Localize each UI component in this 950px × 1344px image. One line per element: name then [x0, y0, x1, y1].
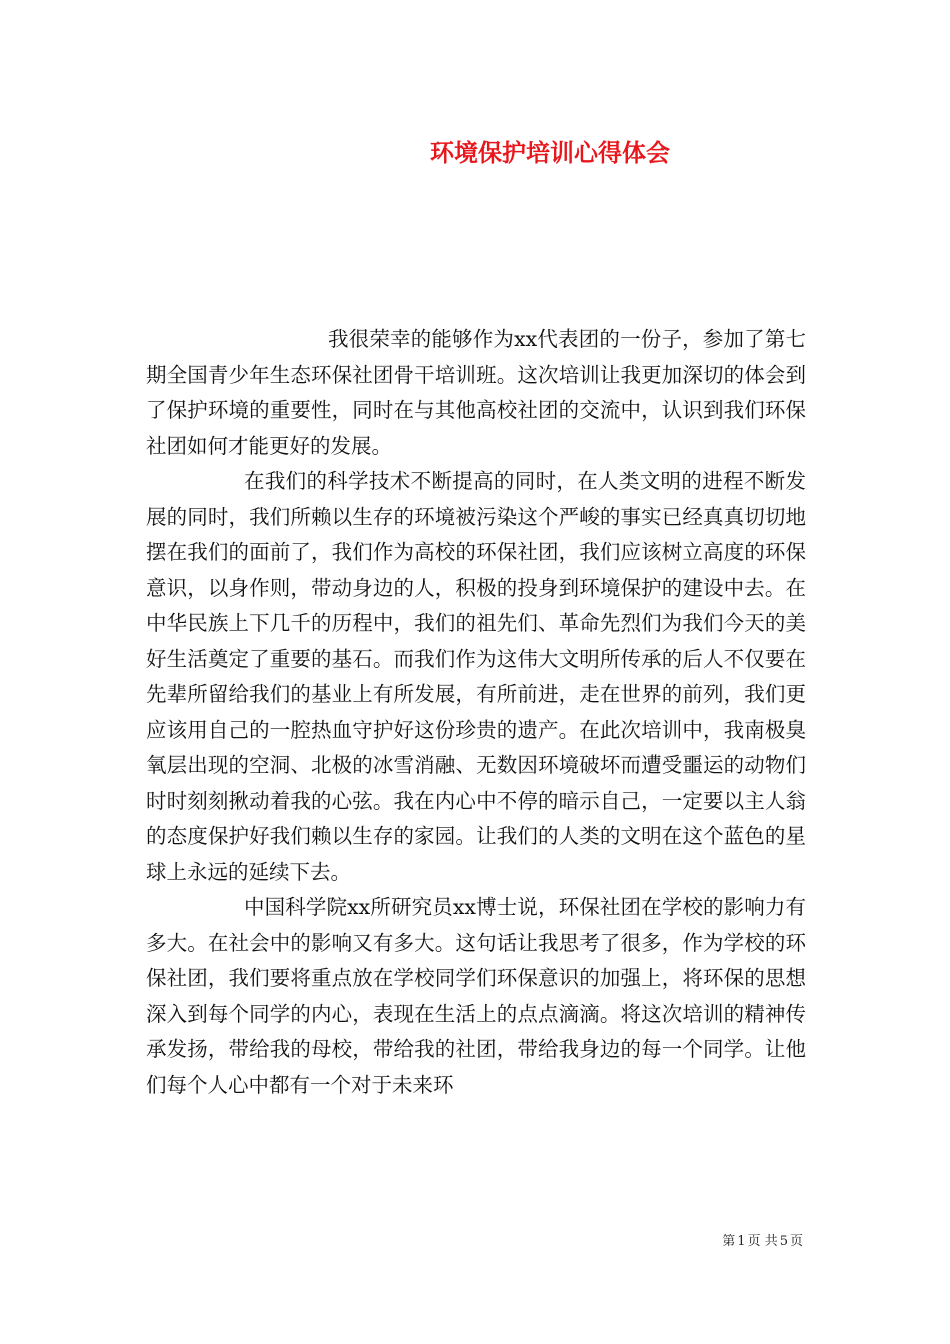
page-middle: 页 共 [747, 1234, 778, 1249]
page-current: 1 [737, 1234, 746, 1249]
page-prefix: 第 [722, 1234, 736, 1249]
document-title: 环境保护培训心得体会 [430, 138, 670, 167]
page-suffix: 页 [789, 1234, 803, 1249]
paragraph-2: 在我们的科学技术不断提高的同时，在人类文明的进程不断发展的同时，我们所赖以生存的环境被污染这个严峻的事实已经真真切切地摆在我们的面前了，我们作为高校的环保社团，我们应该树立高度的环保意识，以身作则，带动身边的人，积极的投身到环境保护的建设中去。在中华民族上下几千的历程中，我们的祖先们、革命先烈们为我们今天的美好生活奠定了重要的基石。而我们作为这伟大文明所传承的后人不仅要在先辈所留给我们的基业上有所发展，有所前进，走在世界的前列，我们更应该用自己的一腔热血守护好这份珍贵的遗产。在此次培训中，我南极臭氧层出现的空洞、北极的冰雪消融、无数因环境破坏而遭受噩运的动物们时时刻刻揪动着我的心弦。我在内心中不停的暗示自己，一定要以主人翁的态度保护好我们赖以生存的家园。让我们的人类的文明在这个蓝色的星球上永远的延续下去。 [146, 469, 806, 884]
page-number-footer [721, 1230, 804, 1249]
paragraph-3: 中国科学院xx所研究员xx博士说，环保社团在学校的影响力有多大。在社会中的影响又有多大。这句话让我思考了很多，作为学校的环保社团，我们要将重点放在学校同学们环保意识的加强上，将环保的思想深入到每个同学的内心，表现在生活上的点点滴滴。将这次培训的精神传承发扬，带给我的母校，带给我的社团，带给我身边的每一个同学。让他们每个人心中都有一个对于未来环 [146, 895, 806, 1097]
document-body [146, 322, 806, 1103]
page-total: 5 [779, 1234, 788, 1249]
paragraph-1: 我很荣幸的能够作为xx代表团的一份子，参加了第七期全国青少年生态环保社团骨干培训班。这次培训让我更加深切的体会到了保护环境的重要性，同时在与其他高校社团的交流中，认识到我们环保社团如何才能更好的发展。 [146, 327, 806, 458]
